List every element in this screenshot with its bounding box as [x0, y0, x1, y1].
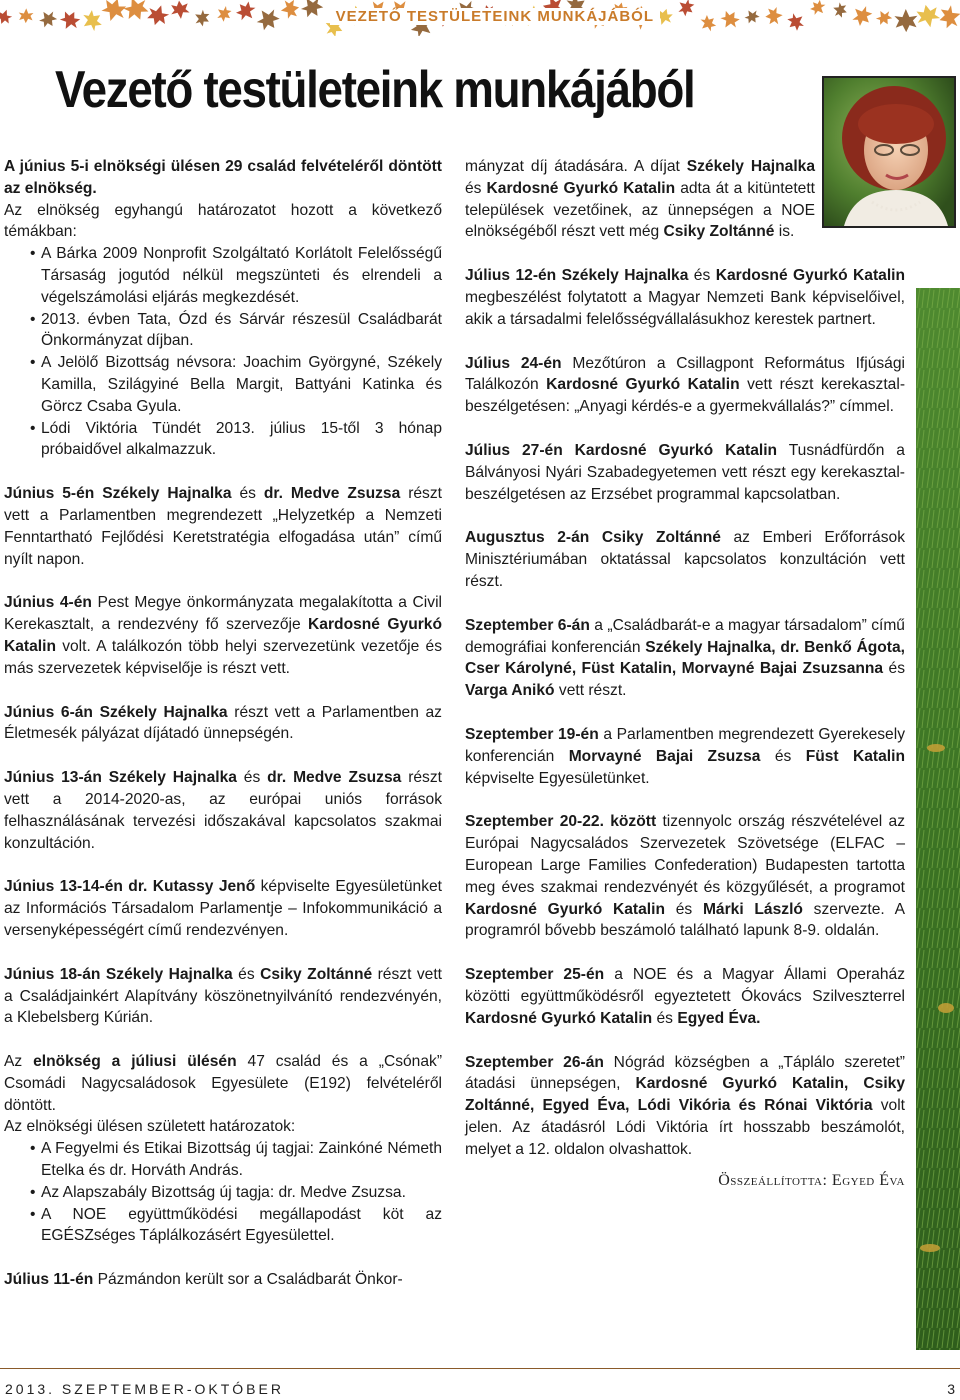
issue-label: 2013. SZEPTEMBER-OKTÓBER: [5, 1381, 284, 1397]
autumn-leaf-icon: [298, 0, 327, 21]
bullet-list: [4, 243, 442, 461]
list-item: • A Fegyelmi és Etikai Bizottság új tagjai: Zainkóné Németh Etelka és dr. Horváth András.: [4, 1138, 442, 1182]
left-column: [4, 156, 442, 1291]
autumn-leaf-icon: [78, 7, 105, 34]
autumn-leaf-icon: [214, 3, 235, 24]
autumn-leaf-icon: [936, 3, 960, 30]
paragraph: Szeptember 26-án Nógrád községben a „Táplálo szeretet” átadási ünnepségen, Kardosné Gyurkó Katalin, Csiky Zoltánné, Egyed Éva, Lódi Vikória és Rónai Viktória volt jelen. Az átadásról Lódi Viktória írt hosszabb beszámolót, melyet a 12. oldalon olvashattok.: [465, 1053, 905, 1158]
autumn-leaf-icon: [718, 7, 743, 32]
footer-divider: [0, 1368, 960, 1369]
list-item: • Lódi Viktória Tündét 2013. július 15-től 3 hónap próbaidővel alkalmazzuk.: [4, 418, 442, 462]
autumn-leaf-icon: [279, 0, 300, 20]
paragraph: mányzat díj átadására. A díjat Székely Hajnalka és Kardosné Gyurkó Katalin adta át a kitüntetett települések vezetőinek, az ünnepségen a NOE elnökségéből részt vett még Csiky Zoltánné is.: [465, 158, 815, 241]
autumn-leaf-icon: [170, 0, 190, 20]
list-item: • A Bárka 2009 Nonprofit Szolgáltató Korlátolt Felelősségű Társaság jogutód nélkül megszünteti és elrendeli a végelszámolási eljárás megkezdését.: [4, 243, 442, 308]
autumn-leaf-icon: [831, 1, 849, 19]
paragraph-beside-portrait: [465, 156, 815, 243]
right-column: [465, 156, 905, 1192]
paragraph: Július 24-én Mezőtúron a Csillagpont Református Ifjúsági Találkozón Kardosné Gyurkó Katalin vett részt kerekasztal-beszélgetésen: „Anyagi kérdés-e a gyermekvállalás?” címmel.: [465, 354, 906, 416]
autumn-leaf-icon: [18, 8, 33, 23]
paragraph: Szeptember 25-én a NOE és a Magyar Állami Operaház közötti együttműködésről egyeztetett Ókovács Szilveszterrel Kardosné Gyurkó Katalin és Egyed Éva.: [465, 966, 905, 1027]
list-item: • A NOE együttműködési megállapodást köt az EGÉSZséges Táplálkozásért Egyesülettel.: [4, 1204, 442, 1248]
autumn-leaf-icon: [914, 3, 941, 30]
list-item: • Az Alapszabály Bizottság új tagja: dr. Medve Zsuzsa.: [4, 1182, 442, 1204]
paragraph: Június 5-én Székely Hajnalka és dr. Medve Zsuzsa részt vett a Parlamentben megrendezett „Helyzetkép a Nemzeti Fenntartható Fejlődési Keretstratégia elfogadása után” című nyílt napon.: [4, 485, 442, 568]
autumn-leaf-icon: [894, 9, 917, 32]
paragraph: Augusztus 2-án Csiky Zoltánné az Emberi Erőforrások Minisztériumában oktatással kapcsolatos konzultáción vett részt.: [465, 529, 905, 590]
autumn-leaf-icon: [675, 0, 698, 19]
paragraph: Július 12-én Székely Hajnalka és Kardosné Gyurkó Katalin megbeszélést folytatott a Magyar Nemzeti Bank képviselőivel, akik a társadalmi felelősségvállalásukhoz kerestek partnert.: [465, 267, 906, 328]
autumn-leaf-icon: [784, 10, 807, 33]
paragraph: Az elnökség a júliusi ülésén 47 család és a „Csónak” Csomádi Nagycsaládosok Egyesülete (E192) felvételéről döntött.: [4, 1053, 443, 1114]
grass-photo: [916, 288, 960, 1350]
autumn-leaf-icon: [0, 7, 14, 27]
autumn-leaf-icon: [765, 7, 784, 26]
autumn-leaf-icon: [57, 8, 83, 34]
paragraph: Az elnökségi ülésen született határozatok:: [4, 1118, 296, 1136]
paragraph: Június 13-án Székely Hajnalka és dr. Medve Zsuzsa részt vett a 2014-2020-as, az európai uniós források felhasználásának tervezési időszakával kapcsolatos szakmai konzultáción.: [4, 769, 442, 852]
paragraph: Július 27-én Kardosné Gyurkó Katalin Tusnádfürdőn a Bálványosi Nyári Szabadegyetemen vett részt egy kerekasztal-beszélgetésen az Erzsébet programmal kapcsolatban.: [465, 441, 905, 503]
compiled-by: Összeállította: Egyed Éva: [718, 1172, 905, 1190]
page-number: 3: [947, 1381, 955, 1397]
list-item: • 2013. évben Tata, Ózd és Sárvár részesül Családbarát Önkormányzat díjban.: [4, 309, 442, 353]
paragraph: Szeptember 6-án a „Családbarát-e a magyar társadalom” című demográfiai konferencián Székely Hajnalka, dr. Benkő Ágota, Cser Károlyné, Füst Katalin, Morvayné Bajai Zsuzsanna és Varga Anikó vett részt.: [465, 616, 905, 700]
section-label: VEZETŐ TESTÜLETEINK MUNKÁJÁBÓL: [330, 8, 660, 25]
autumn-leaf-icon: [808, 0, 829, 18]
paragraph: Június 18-án Székely Hajnalka és Csiky Zoltánné részt vett a Családjainkért Alapítvány köszönetnyilvánító rendezvényén, a Klebelsberg Kúrián.: [4, 965, 442, 1027]
autumn-leaf-icon: [121, 0, 151, 24]
paragraph: Június 4-én Pest Megye önkormányzata megalakította a Civil Kerekasztalt, a rendezvény fő szervezője Kardosné Gyurkó Katalin volt. A találkozón több helyi szervezetünk vezetője és más szervezetek képviselője is részt vett.: [4, 594, 442, 677]
paragraph: Szeptember 20-22. között tizennyolc ország részvételével az Európai Nagycsaládos Szervezetek Szövetsége (ELFAC – European Large Families Confederation) Budapesten tartotta meg éves szakmai rendezvényét és közgyűlését, a programot Kardosné Gyurkó Katalin és Márki László szervezte. A programról bővebb beszámoló található lapunk 8-9. oldalán.: [465, 813, 906, 940]
autumn-leaf-icon: [697, 12, 719, 34]
autumn-leaf-icon: [233, 0, 259, 24]
list-item: • A Jelölő Bizottság névsora: Joachim Györgyné, Székely Kamilla, Szilágyiné Bella Margit, Battyáni Katinka és Görcz Csaba Gyula.: [4, 352, 442, 417]
paragraph: Június 13-14-én dr. Kutassy Jenő képviselte Egyesületünket az Információs Társadalom Parlamentje – Infokommunikáció a versenyképességért című rendezvényen.: [4, 878, 442, 939]
autumn-leaf-icon: [36, 7, 59, 30]
paragraph: Július 11-én Pázmándon került sor a Családbarát Önkor-: [4, 1271, 403, 1289]
autumn-leaf-icon: [145, 2, 171, 28]
autumn-leaf-icon: [253, 4, 283, 34]
autumn-leaf-icon: [874, 7, 895, 28]
autumn-leaf-icon: [742, 7, 761, 26]
paragraph: Június 6-án Székely Hajnalka részt vett a Parlamentben az Életmesék pályázat díjátadó ünnepségén.: [4, 703, 442, 743]
paragraph: A június 5-i elnökségi ülésen 29 család felvételéről döntött az elnökség.: [4, 158, 442, 197]
bullet-list: [4, 1138, 442, 1247]
autumn-leaf-icon: [848, 2, 875, 29]
autumn-leaf-icon: [99, 0, 128, 25]
paragraph: Szeptember 19-én a Parlamentben megrendezett Gyerekesely konferencián Morvayné Bajai Zsuzsa és Füst Katalin képviselte Egyesületünket.: [465, 725, 905, 787]
autumn-leaf-icon: [191, 8, 212, 29]
page-title: Vezető testületeink munkájából: [55, 61, 695, 119]
paragraph: Az elnökség egyhangú határozatot hozott a következő témákban:: [4, 201, 442, 241]
